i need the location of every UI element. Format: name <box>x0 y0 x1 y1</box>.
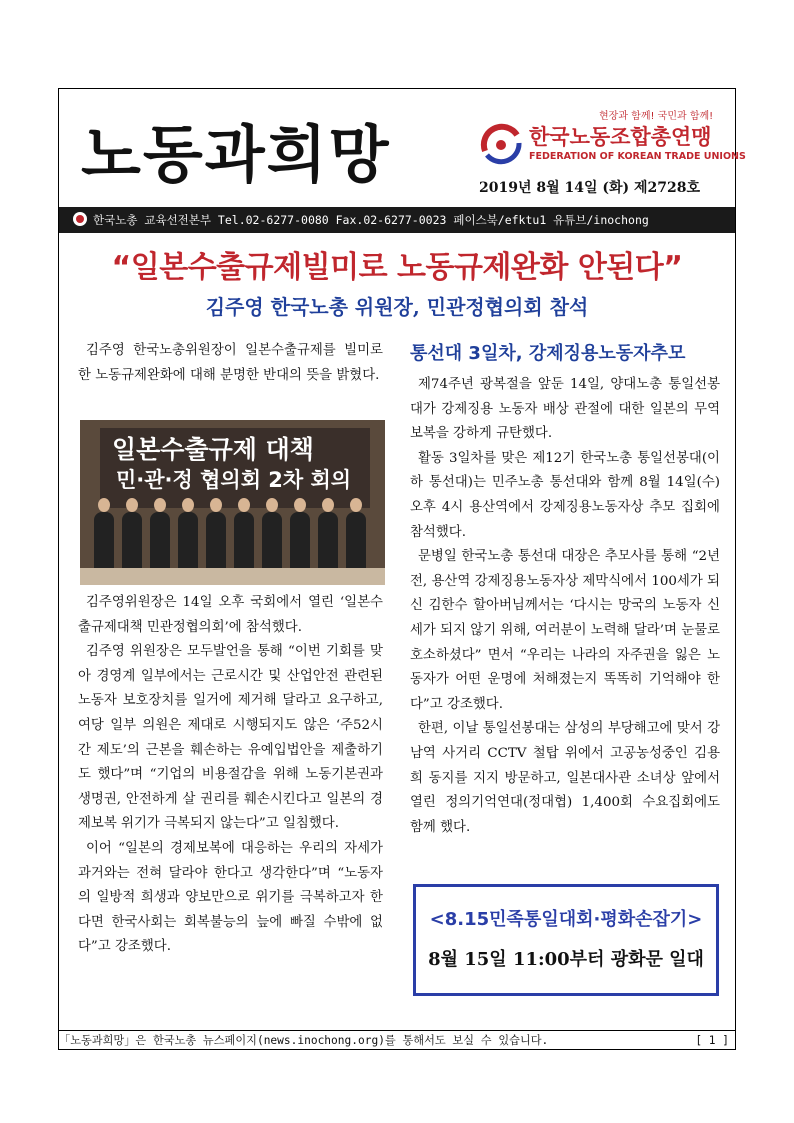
logo-name: 한국노동조합총연맹 <box>529 125 712 149</box>
article-paragraph: 활동 3일차를 맞은 제12기 한국노총 통일선봉대(이하 통선대)는 민주노총 통선대와 함께 8월 14일(수) 오후 4시 용산역에서 강제징용노동자상 추모 집회에 참석했다. <box>410 450 720 540</box>
left-column <box>78 339 383 388</box>
logo-english-name: FEDERATION OF KOREAN TRADE UNIONS <box>529 151 746 162</box>
headline: “일본수출규제빌미로 노동규제완화 안된다” <box>111 250 683 285</box>
event-notice-box <box>413 884 719 996</box>
newsletter-title: 노동과희망 <box>81 118 391 191</box>
person-figure <box>206 512 226 568</box>
page-number: [ 1 ] <box>695 1034 729 1047</box>
fktu-small-logo-icon <box>73 212 87 226</box>
footer-text: 「노동과희망」은 한국노총 뉴스페이지(news.inochong.org)를 통해서도 보실 수 있습니다. <box>59 1034 549 1047</box>
lead-paragraph: 김주영 한국노총위원장이 일본수출규제를 빌미로한 노동규제완화에 대해 분명한 반대의 뜻을 밝혔다. <box>78 343 383 383</box>
event-notice-title: <8.15민족통일대회·평화손잡기> <box>429 909 703 930</box>
fktu-logo-icon <box>479 121 523 165</box>
subheadline: 김주영 한국노총 위원장, 민관정협의회 참석 <box>205 295 589 319</box>
person-figure <box>290 512 310 568</box>
article-paragraph: 문병일 한국노총 통선대 대장은 추모사를 통해 “2년 전, 용산역 강제징용노동자상 제막식에서 100세가 되신 김한수 할아버님께서는 ‘다시는 망국의 노동자 신세가 되지 않기 위해, 여러분이 노력해 달라’며 눈물로 호소하셨다” 면서 “우리는 나라의 자주권을 잃은 노동자가 어떤 운명에 처해졌는지 똑똑히 기억해야 한다”고 강조했다. <box>410 549 720 712</box>
footer <box>59 1030 735 1050</box>
contact-text: 한국노총 교육선전본부 Tel.02-6277-0080 Fax.02-6277-0023 페이스북/efktu1 유튜브/inochong <box>93 213 649 227</box>
masthead <box>59 89 746 207</box>
person-figure <box>94 512 114 568</box>
article-paragraph: 김주영위원장은 14일 오후 국회에서 열린 ‘일본수출규제대책 민관정협의회’에 참석했다. <box>78 595 383 635</box>
event-notice-time: 8월 15일 11:00부터 광화문 일대 <box>428 949 704 970</box>
side-article-title: 통선대 3일차, 강제징용노동자추모 <box>410 343 686 364</box>
person-figure <box>234 512 254 568</box>
fktu-logo <box>479 107 746 177</box>
article-paragraph: 제74주년 광복절을 앞둔 14일, 양대노총 통일선봉대가 강제징용 노동자 배상 관절에 대한 일본의 무역 보복을 강하게 규탄했다. <box>410 377 720 442</box>
person-figure <box>178 512 198 568</box>
issue-date-number: 2019년 8월 14일 (화) 제2728호 <box>479 180 701 196</box>
meeting-photo <box>80 420 385 585</box>
person-figure <box>150 512 170 568</box>
contact-bar <box>59 207 735 233</box>
right-column <box>410 341 720 840</box>
article-paragraph: 김주영 위원장은 모두발언을 통해 “이번 기회를 맞아 경영계 일부에서는 근로시간 및 산업안전 관련된 노동자 보호장치를 일거에 제거해 달라고 요구하고, 여당 일부 의원은 제대로 시행되지도 않은 ‘주52시간 제도’의 근본을 훼손하는 유예입법안을 제출하기도 했다”며 “기업의 비용절감을 위해 노동기본권과 생명권, 안전하게 살 권리를 훼손시킨다고 일본의 경제보복 위기가 극복되지 않는다”고 일침했다. <box>78 644 383 832</box>
photo-floor <box>80 568 385 585</box>
article-paragraph: 한편, 이날 통일선봉대는 삼성의 부당해고에 맞서 강남역 사거리 CCTV 철탑 위에서 고공농성중인 김용희 동지를 지지 방문하고, 일본대사관 소녀상 앞에서 열린 정의기억연대(정대협) 1,400회 수요집회에도 함께 했다. <box>410 721 720 835</box>
person-figure <box>122 512 142 568</box>
article-paragraph: 이어 “일본의 경제보복에 대응하는 우리의 자세가 과거와는 전혀 달라야 한다고 생각한다”며 “노동자의 일방적 희생과 양보만으로 위기를 극복하고자 한다면 한국사회는 회복불능의 늪에 빠질 수밖에 없다”고 강조했다. <box>78 840 383 955</box>
person-figure <box>318 512 338 568</box>
person-figure <box>262 512 282 568</box>
logo-tagline: 현장과 함께! 국민과 함께! <box>599 111 714 122</box>
person-figure <box>346 512 366 568</box>
photo-banner-line2: 민·관·정 협의회 2차 회의 <box>116 468 352 492</box>
left-column-body <box>78 591 383 960</box>
photo-banner-line1: 일본수출규제 대책 <box>112 435 314 464</box>
